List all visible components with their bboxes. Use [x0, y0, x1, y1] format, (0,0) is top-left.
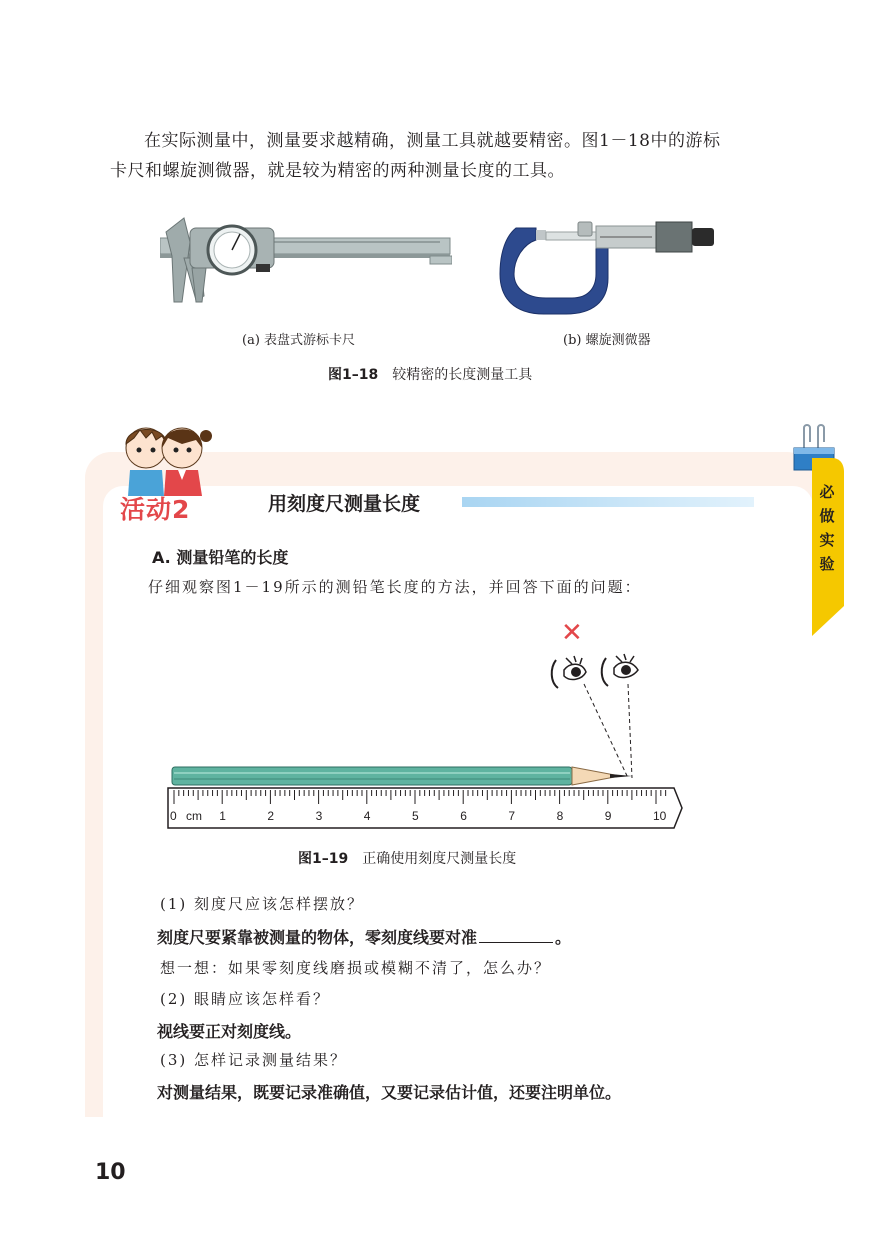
figure-1-18-number: 图1–18	[328, 367, 379, 383]
ruler-label: 8	[556, 809, 564, 823]
ruler-label: 10	[653, 809, 667, 823]
correct-eye-icon	[602, 654, 638, 686]
figure-1-19-caption	[298, 848, 516, 868]
answer-2: 视线要正对刻度线。	[157, 1022, 302, 1041]
eye-sightlines-diagram	[548, 648, 648, 778]
ruler-label: 5	[412, 809, 419, 823]
question-2: (2) 眼睛应该怎样看？	[160, 990, 331, 1008]
page-number: 10	[95, 1160, 126, 1185]
answer-3: 对测量结果，既要记录准确值，又要记录估计值，还要注明单位。	[157, 1083, 622, 1102]
figure-1-18-title: 较精密的长度测量工具	[392, 367, 533, 383]
ruler-label: 3	[315, 809, 323, 823]
ruler	[164, 784, 686, 830]
question-1: (1) 刻度尺应该怎样摆放？	[160, 895, 365, 913]
micrometer-image	[496, 218, 718, 318]
dial-caliper-image	[160, 212, 452, 304]
required-experiment-label: 必 做 实 验	[819, 483, 835, 573]
cartoon-kids-icon	[116, 418, 212, 496]
figure-1-18-caption	[328, 364, 532, 384]
ruler-label: 9	[604, 809, 612, 823]
figure-1-18-caption-b: (b) 螺旋测微器	[563, 333, 651, 348]
ruler-label: 0	[170, 809, 177, 823]
ruler-label: 1	[219, 809, 226, 823]
activity-number: 活动2	[120, 495, 191, 524]
figure-1-18-caption-a: (a) 表盘式游标卡尺	[242, 333, 356, 348]
intro-line-1: 在实际测量中，测量要求越精确，测量工具就越要精密。图1－18中的游标	[144, 131, 721, 151]
ruler-label: 7	[508, 809, 516, 823]
think-question: 想一想：如果零刻度线磨损或模糊不清了，怎么办？	[160, 959, 552, 977]
figure-1-19-title: 正确使用刻度尺测量长度	[362, 851, 517, 867]
section-a-heading: A. 测量铅笔的长度	[152, 548, 289, 567]
activity-title: 用刻度尺测量长度	[268, 493, 421, 515]
ruler-label: 2	[267, 809, 275, 823]
question-3: (3) 怎样记录测量结果？	[160, 1051, 348, 1069]
wrong-mark-icon: ✕	[561, 618, 583, 648]
intro-line-2: 卡尺和螺旋测微器，就是较为精密的两种测量长度的工具。	[110, 161, 565, 181]
intro-paragraph	[110, 126, 800, 186]
figure-1-19-number: 图1–19	[298, 851, 349, 867]
wrong-eye-icon	[552, 656, 586, 688]
ruler-label: 4	[363, 809, 371, 823]
instruction-text: 仔细观察图1－19所示的测铅笔长度的方法，并回答下面的问题：	[148, 578, 642, 596]
ruler-unit: cm	[186, 809, 202, 823]
title-underline-bar	[462, 497, 754, 507]
ruler-label: 6	[460, 809, 467, 823]
answer-1: 刻度尺要紧靠被测量的物体，零刻度线要对准 。	[157, 928, 572, 947]
fill-blank[interactable]	[479, 928, 553, 943]
